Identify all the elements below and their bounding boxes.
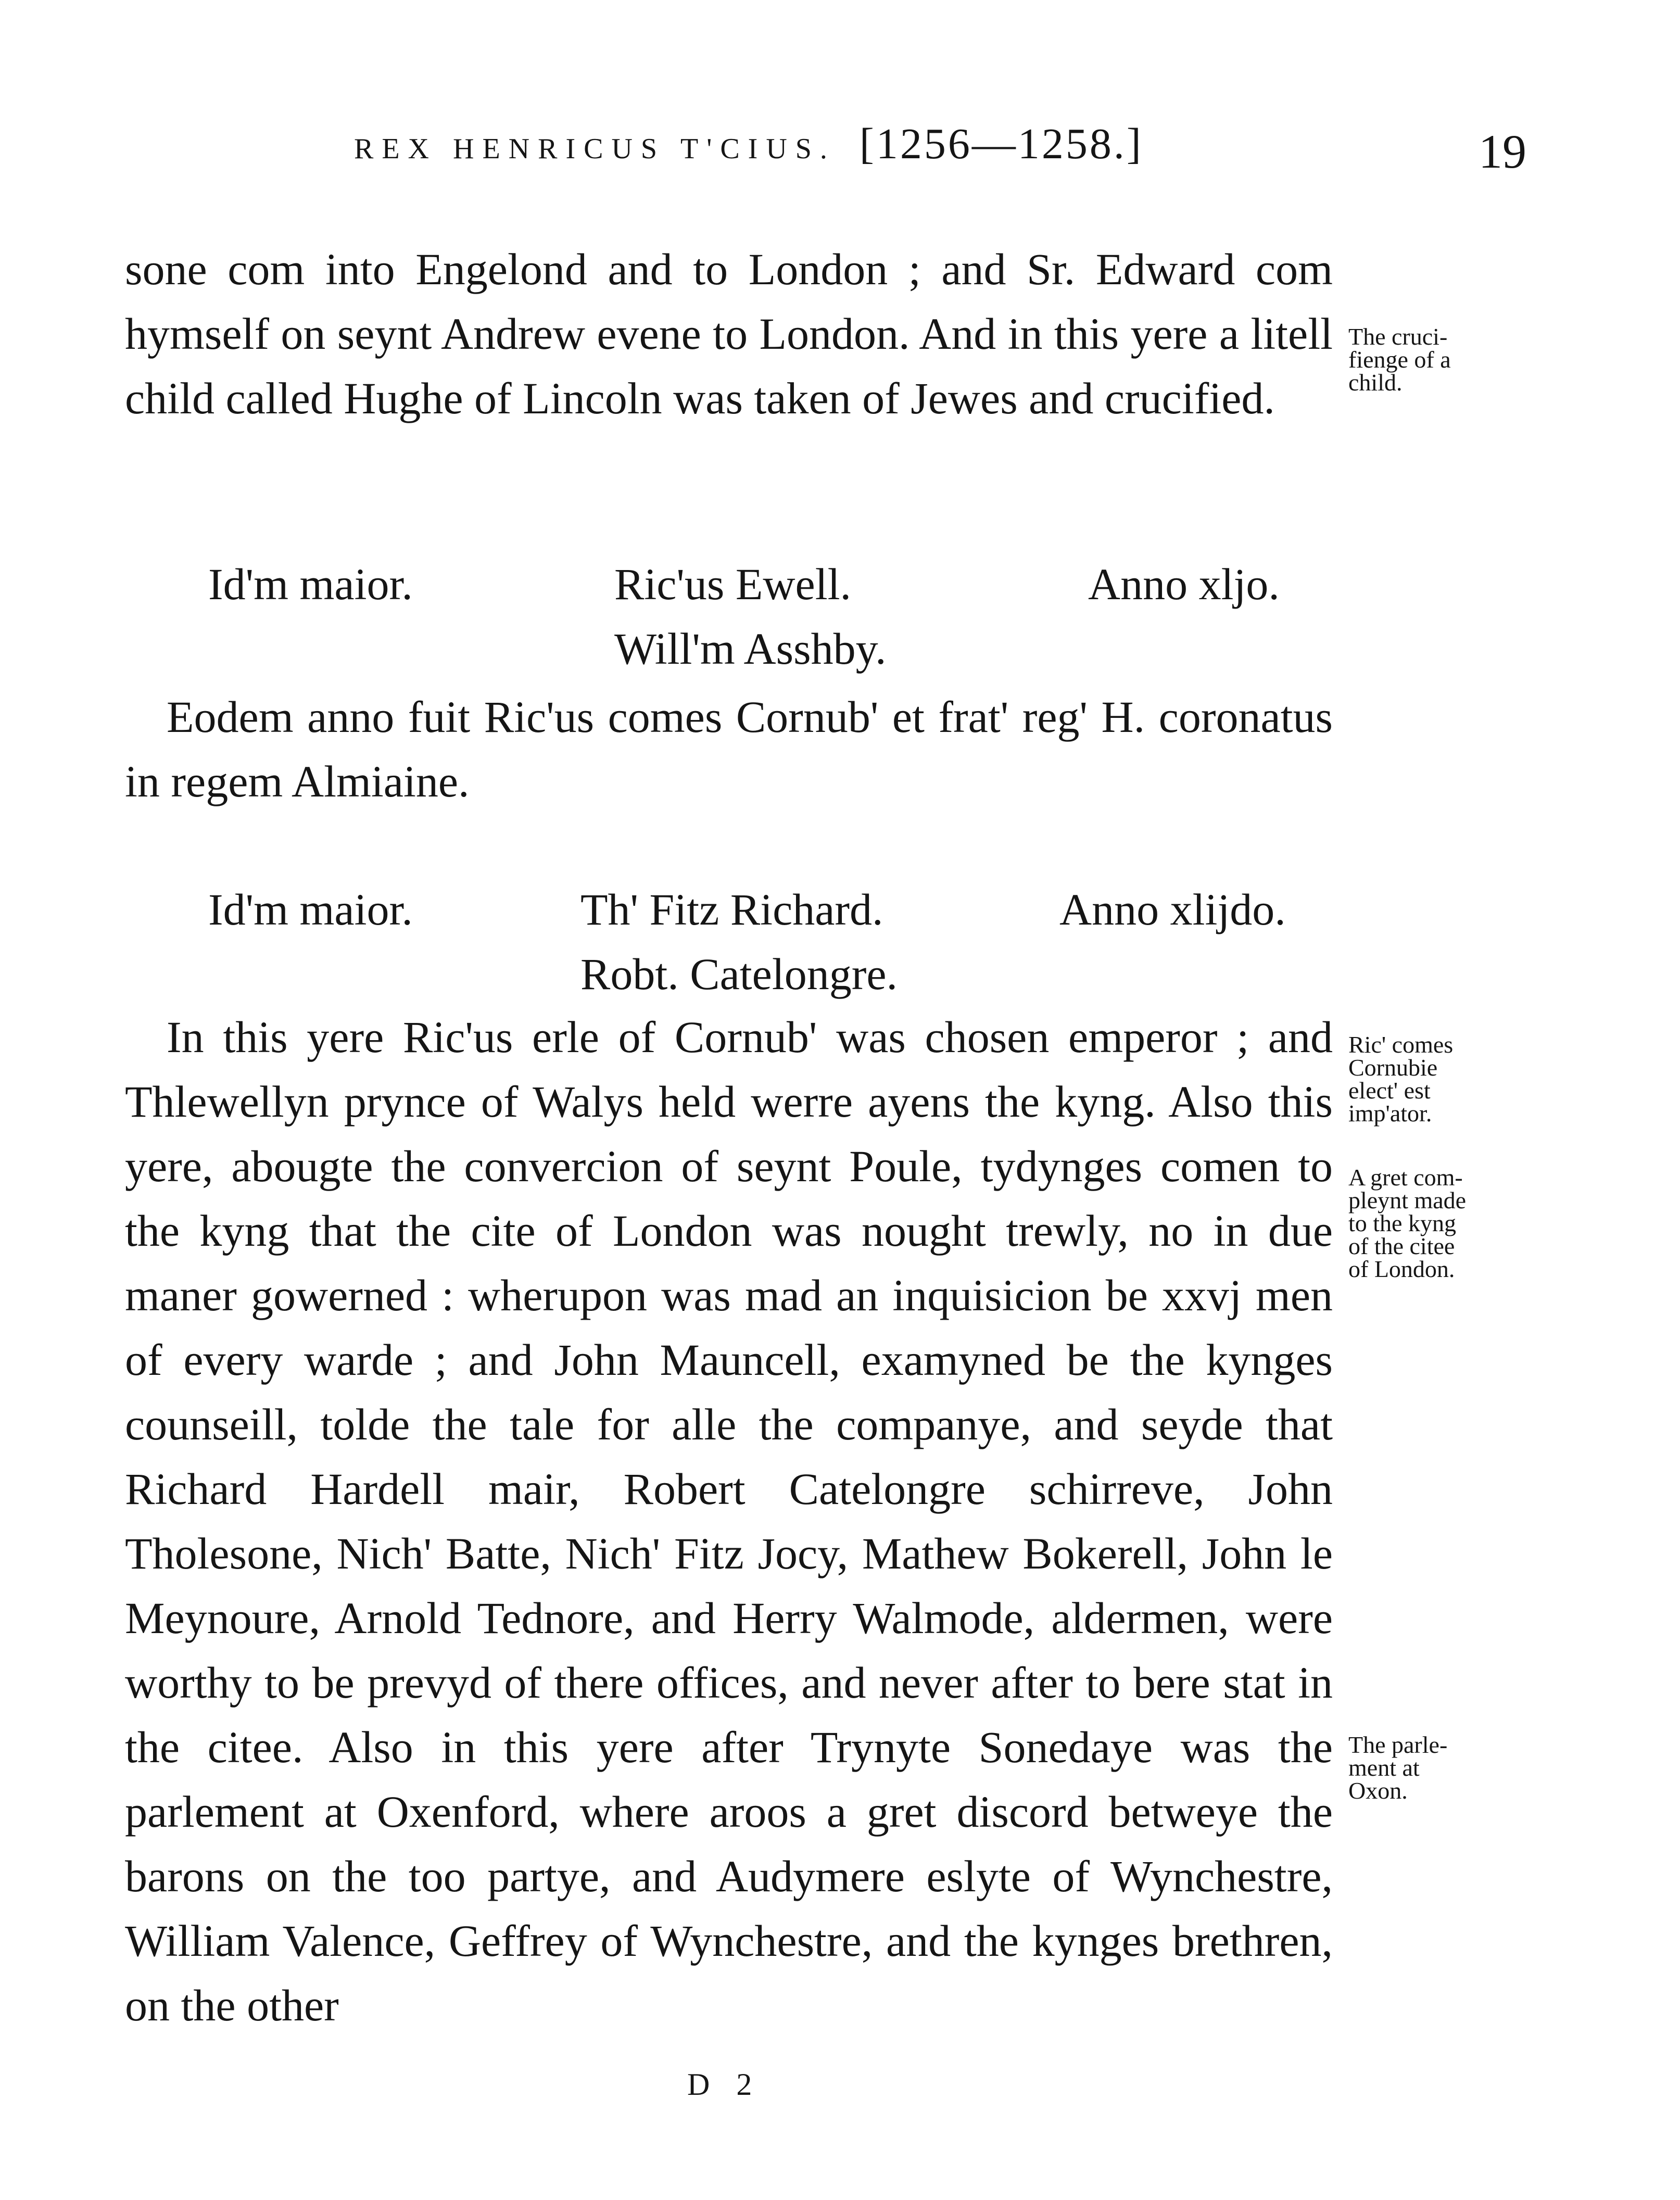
margin-note-complaint: A gret com- pleynt made to the kyng of the citee of London. <box>1348 1164 1467 1282</box>
paragraph-3 <box>125 1005 1333 2038</box>
paragraph-2 <box>125 685 1333 814</box>
running-head <box>354 119 1239 169</box>
mayor-1-year: Anno xljo. <box>1088 559 1280 609</box>
mayor-2-sheriff-1: Th' Fitz Richard. <box>580 884 883 934</box>
margin-note-crucifixion: The cruci- fienge of a child. <box>1348 323 1451 396</box>
paragraph-1-text: sone com into Engelond and to London ; and Sr. Edward com hymself on seynt Andrew evene to London. And in this yere a litell child called Hughe of Lincoln was taken of Jewes and crucified. <box>125 244 1333 423</box>
mayor-1-sheriff-2: Will'm Asshby. <box>614 624 887 674</box>
running-head-title: REX HENRICUS T'CIUS. <box>354 133 836 165</box>
mayor-2-sheriff-2: Robt. Catelongre. <box>580 949 898 999</box>
margin-note-parliament: The parle- ment at Oxon. <box>1348 1731 1448 1804</box>
signature-mark: D 2 <box>687 2067 762 2102</box>
paragraph-2-text: Eodem anno fuit Ric'us comes Cornub' et frat' reg' H. coronatus in regem Almiaine. <box>125 692 1333 806</box>
margin-note-emperor: Ric' comes Cornubie elect' est imp'ator. <box>1348 1031 1454 1127</box>
mayor-2-year: Anno xlijdo. <box>1059 884 1286 934</box>
mayor-1-label: Id'm maior. <box>208 559 413 609</box>
mayor-1-sheriff-1: Ric'us Ewell. <box>614 559 851 609</box>
mayor-2-label: Id'm maior. <box>208 884 413 934</box>
paragraph-3-text: In this yere Ric'us erle of Cornub' was chosen emperor ; and Thlewellyn prynce of Walys held werre ayens the kyng. Also this yere, abougte the convercion of seynt Poule, tydynges comen to the kyng that the cite of London was nought trewly, no in due maner gowerned : wherupon was mad an inquisicion be xxvj men of every warde ; and John Mauncell, examyned be the kynges counseill, tolde the tale for alle the companye, and seyde that Richard Hardell mair, Robert Catelongre schirreve, John Tholesone, Nich' Batte, Nich' Fitz Jocy, Mathew Bokerell, John le Meynoure, Arnold Tednore, and Herry Walmode, aldermen, were worthy to be prevyd of there offices, and never after to bere stat in the citee. Also in this yere after Trynyte Sonedaye was the parlement at Oxenford, where aroos a gret discord betweye the barons on the too partye, and Audymere eslyte of Wynchestre, William Valence, Geffrey of Wynchestre, and the kynges brethren, on the other <box>125 1012 1333 2030</box>
paragraph-1 <box>125 237 1333 431</box>
page-number: 19 <box>1479 125 1526 178</box>
running-head-years: [1256—1258.] <box>859 120 1143 168</box>
